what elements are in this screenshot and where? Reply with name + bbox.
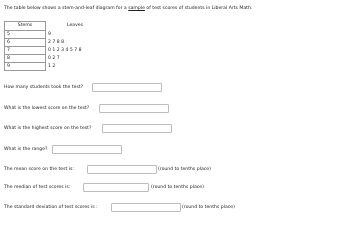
intro-text: [4, 6, 252, 12]
stem-cell: 5: [5, 31, 46, 39]
intro-text-before: The table below shows a stem-and-leaf diagram for a: [4, 6, 129, 11]
table-row: [5, 31, 103, 39]
question-median-label: The median of test scores is:: [4, 185, 71, 190]
table-row: [5, 55, 103, 63]
student-count-input[interactable]: [92, 83, 162, 92]
leaf-cell: 2 7 8 8: [48, 40, 65, 45]
table-row: [5, 39, 103, 47]
question-lowest-score-label: What is the lowest score on the test?: [4, 106, 90, 111]
mean-input[interactable]: [87, 165, 157, 174]
table-row: [5, 47, 103, 55]
leaf-cell: 1 2: [48, 64, 56, 69]
intro-text-after: of test scores of students in Liberal Arts Math.: [144, 6, 253, 11]
median-input[interactable]: [83, 183, 149, 192]
stem-cell: 9: [5, 63, 46, 71]
stems-header: Stems: [5, 22, 46, 31]
question-highest-score-label: What is the highest score on the test?: [4, 126, 92, 131]
table-header-row: [5, 22, 103, 31]
stem-cell: 6: [5, 39, 46, 47]
stem-cell: 8: [5, 55, 46, 63]
leaf-cell: 0 2 7: [48, 56, 60, 61]
highest-score-input[interactable]: [102, 124, 172, 133]
lowest-score-input[interactable]: [99, 104, 169, 113]
median-rounding-note: (round to tenths place): [151, 185, 204, 190]
table-row: [5, 63, 103, 71]
leaf-cell: 0 1 2 3 4 5 7 8: [48, 48, 82, 53]
intro-text-sample: sample: [128, 6, 145, 11]
question-student-count-label: How many students took the test?: [4, 85, 84, 90]
leaves-header: Leaves: [66, 23, 84, 28]
stem-leaf-table: [4, 21, 103, 71]
leaf-cell: 9: [48, 32, 51, 37]
question-std-dev-label: The standard deviation of test scores is :: [4, 205, 98, 210]
std-dev-rounding-note: (round to tenths place): [182, 205, 235, 210]
question-mean-label: The mean score on the test is:: [4, 167, 74, 172]
mean-rounding-note: (round to tenths place): [158, 167, 211, 172]
std-dev-input[interactable]: [111, 203, 181, 212]
question-range-label: What is the range?: [4, 147, 48, 152]
range-input[interactable]: [52, 145, 122, 154]
stem-cell: 7: [5, 47, 46, 55]
